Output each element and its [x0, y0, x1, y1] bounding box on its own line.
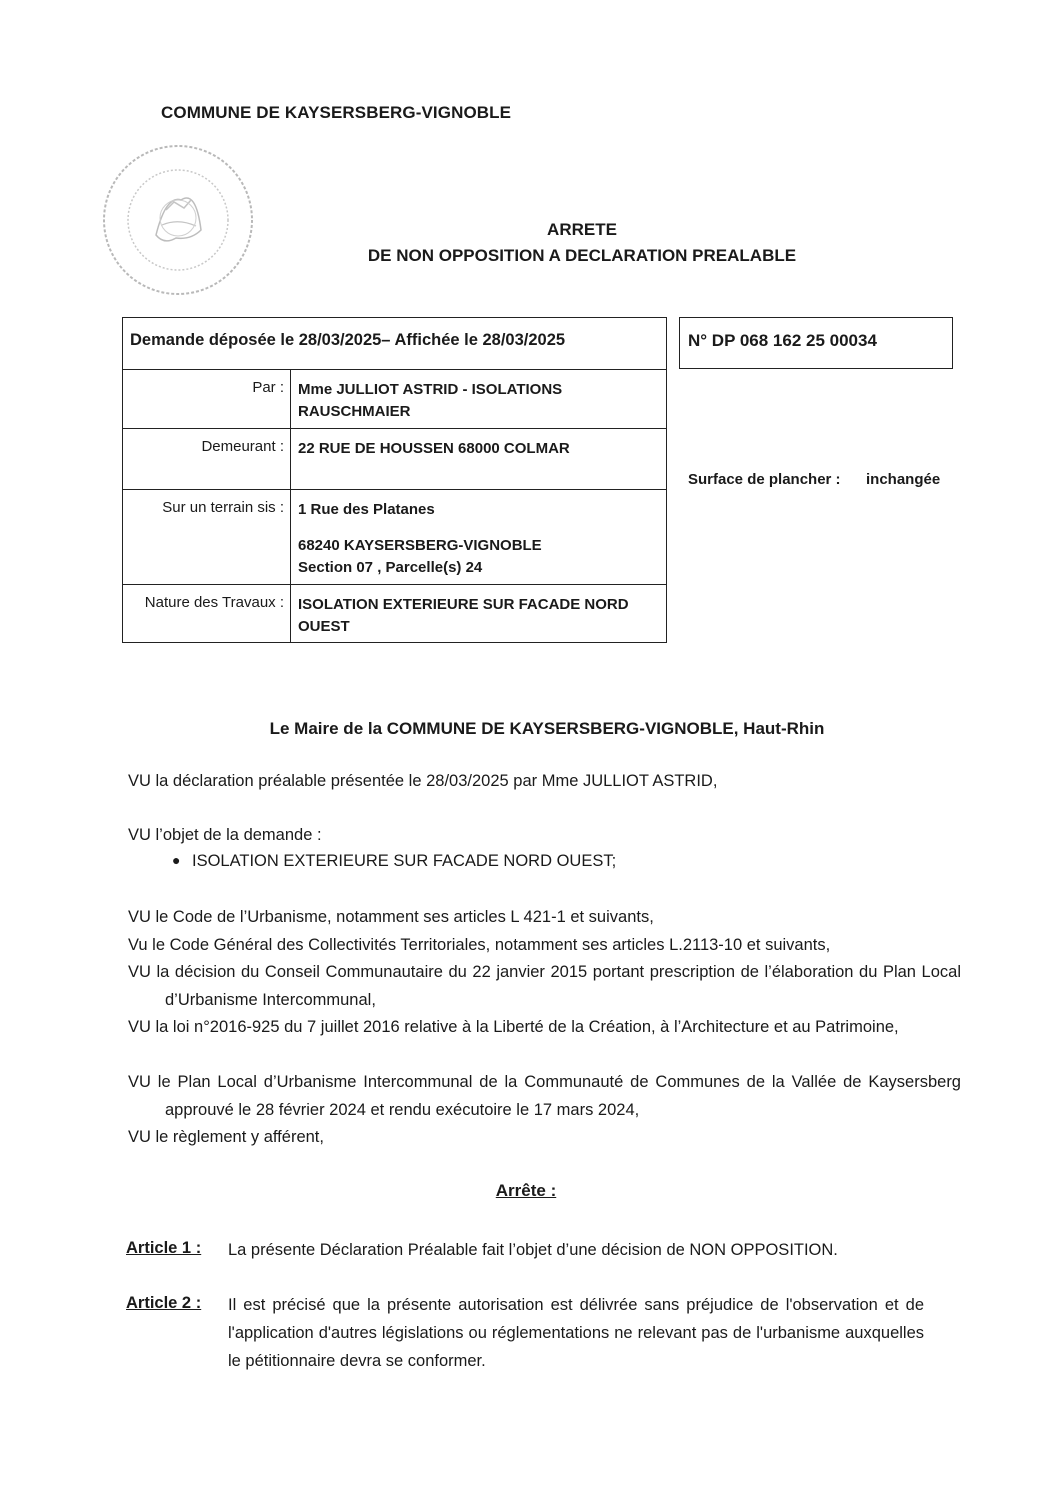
works-label: Nature des Travaux :	[123, 585, 291, 643]
request-dates: Demande déposée le 28/03/2025– Affichée le 28/03/2025	[123, 318, 667, 370]
works-line1: ISOLATION EXTERIEURE SUR FACADE NORD	[298, 596, 629, 613]
address-value	[291, 429, 667, 490]
document-title: ARRETE	[547, 220, 617, 239]
land-line3: Section 07 , Parcelle(s) 24	[298, 559, 483, 576]
article-2-label: Article 2 :	[126, 1294, 202, 1312]
address-line1: 22 RUE DE HOUSSEN 68000 COLMAR	[298, 440, 570, 457]
objet-item: ISOLATION EXTERIEURE SUR FACADE NORD OUEST;	[192, 852, 617, 870]
vu-code-urbanisme: VU le Code de l’Urbanisme, notamment ses articles L 421-1 et suivants,	[128, 908, 654, 926]
works-value	[291, 585, 667, 643]
commune-name: COMMUNE DE KAYSERSBERG-VIGNOBLE	[161, 103, 512, 122]
article-1-label: Article 1 :	[126, 1239, 202, 1257]
land-value	[291, 490, 667, 585]
address-label: Demeurant :	[123, 429, 291, 490]
vu-cgct: Vu le Code Général des Collectivités Territoriales, notamment ses articles L.2113-10 et suivants,	[128, 936, 831, 954]
decision-heading: Arrête :	[495, 1181, 557, 1200]
vu-plui: VU le Plan Local d’Urbanisme Intercommunal de la Communauté de Communes de la Vallée de Kaysersberg approuvé le 28 février 2024 et rendu exécutoire le 17 mars 2024,	[128, 1073, 961, 1119]
applicant-value	[291, 370, 667, 429]
surface-value: inchangée	[866, 471, 941, 488]
table-row	[123, 585, 667, 643]
document-subtitle: DE NON OPPOSITION A DECLARATION PREALABLE	[367, 246, 797, 265]
land-line1: 1 Rue des Platanes	[298, 501, 435, 518]
bullet-icon: ●	[172, 852, 181, 868]
vu-objet: VU l’objet de la demande :	[128, 826, 322, 844]
surface-label: Surface de plancher :	[688, 471, 841, 488]
article-2-text: Il est précisé que la présente autorisation est délivrée sans préjudice de l'observation et de l'application d'autres législations ou réglementations ne relevant pas de l'urbanisme auxquelles le pétitionnaire devra se conformer.	[228, 1296, 924, 1370]
mayor-heading: Le Maire de la COMMUNE DE KAYSERSBERG-VIGNOBLE, Haut-Rhin	[269, 719, 825, 738]
vu-reglement: VU le règlement y afférent,	[128, 1128, 324, 1146]
applicant-line2: RAUSCHMAIER	[298, 403, 411, 420]
land-label: Sur un terrain sis :	[123, 490, 291, 585]
vu-declaration: VU la déclaration préalable présentée le 28/03/2025 par Mme JULLIOT ASTRID,	[128, 772, 718, 790]
request-info-table	[122, 317, 667, 643]
land-line2: 68240 KAYSERSBERG-VIGNOBLE	[298, 537, 542, 554]
dossier-number: N° DP 068 162 25 00034	[679, 317, 953, 369]
applicant-line1: Mme JULLIOT ASTRID - ISOLATIONS	[298, 381, 563, 398]
works-line2: OUEST	[298, 618, 350, 635]
table-row	[123, 370, 667, 429]
vu-loi: VU la loi n°2016-925 du 7 juillet 2016 relative à la Liberté de la Création, à l’Architecture et au Patrimoine,	[128, 1018, 899, 1036]
vu-conseil: VU la décision du Conseil Communautaire du 22 janvier 2015 portant prescription de l’élaboration du Plan Local d’Urbanisme Intercommunal,	[128, 963, 961, 1009]
table-row	[123, 490, 667, 585]
applicant-label: Par :	[123, 370, 291, 429]
table-row	[123, 429, 667, 490]
article-1-text: La présente Déclaration Préalable fait l’objet d’une décision de NON OPPOSITION.	[228, 1241, 838, 1259]
